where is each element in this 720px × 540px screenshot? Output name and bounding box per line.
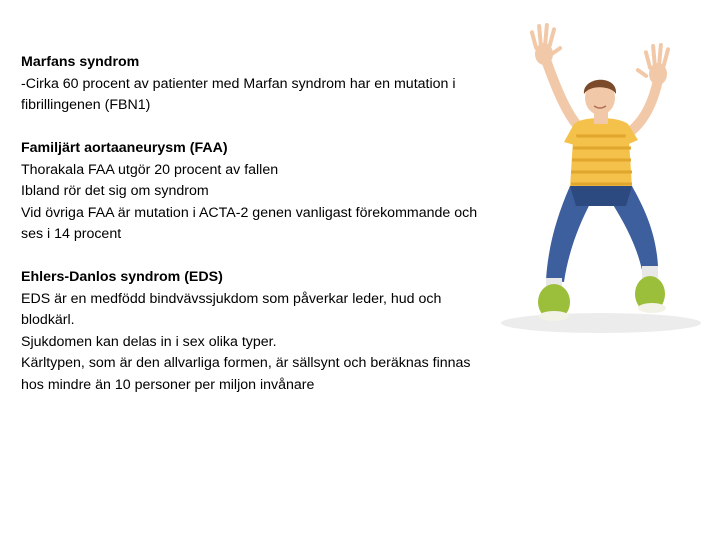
section-line: Sjukdomen kan delas in i sex olika typer.: [21, 333, 277, 350]
sitting-boy-raised-hands-photo: [486, 18, 720, 348]
section-marfan: [21, 52, 491, 117]
section-eds: [21, 267, 491, 396]
section-heading: Marfans syndrom: [21, 54, 140, 70]
section-line: Vid övriga FAA är mutation i ACTA-2 genen vanligast förekommande och ses i 14 procent: [21, 204, 478, 242]
text-column: [21, 52, 491, 418]
section-line: EDS är en medfödd bindvävssjukdom som påverkar leder, hud och blodkärl.: [21, 290, 442, 328]
section-line: Thorakala FAA utgör 20 procent av fallen: [21, 161, 279, 178]
section-line: -Cirka 60 procent av patienter med Marfan syndrom har en mutation i fibrillingenen (FBN1): [21, 75, 456, 113]
section-line: Ibland rör det sig om syndrom: [21, 183, 209, 199]
section-heading: Ehlers-Danlos syndrom (EDS): [21, 269, 223, 285]
section-heading: Familjärt aortaaneurysm (FAA): [21, 140, 228, 156]
section-faa: [21, 138, 491, 246]
section-line: Kärltypen, som är den allvarliga formen, är sällsynt och beräknas finnas hos mindre än 10 personer per miljon invånare: [21, 355, 471, 393]
